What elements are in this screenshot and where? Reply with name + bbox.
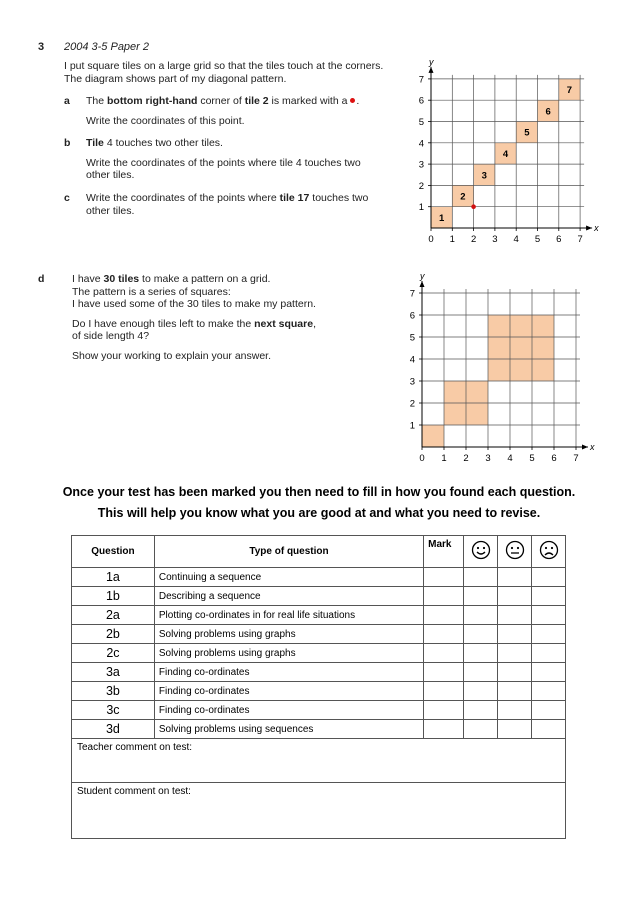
square-tile <box>422 425 444 447</box>
row-question: 2b <box>72 625 155 644</box>
part-a-line-2: Write the coordinates of this point. <box>86 114 245 127</box>
tile-number: 6 <box>545 106 551 118</box>
row-question: 3c <box>72 701 155 720</box>
table-row <box>72 682 566 701</box>
part-d-text-post-4: , <box>313 317 316 330</box>
x-axis-arrow-icon <box>582 445 588 450</box>
part-d-line-5: of side length 4? <box>72 330 150 342</box>
tile-number: 5 <box>524 127 530 139</box>
tile-number: 4 <box>502 148 509 160</box>
x-tick-label: 7 <box>573 453 579 464</box>
x-tick-label: 2 <box>470 234 477 245</box>
y-tick-label: 1 <box>409 420 415 432</box>
student-comment-row <box>72 783 566 839</box>
row-mark-cell[interactable] <box>424 701 464 720</box>
table-row <box>72 644 566 663</box>
table-row <box>72 701 566 720</box>
part-c-label: c <box>64 192 70 204</box>
y-tick-label: 7 <box>418 74 424 86</box>
y-tick-label: 6 <box>418 95 424 107</box>
part-c-line-1 <box>86 192 406 205</box>
part-d-bold-1: 30 tiles <box>103 273 140 285</box>
red-dot-icon <box>350 98 355 103</box>
y-tick-label: 4 <box>418 138 424 150</box>
tile-number: 2 <box>460 191 466 203</box>
instruction-line-1: Once your test has been marked you then need to fill in how you found each question. <box>62 485 576 499</box>
y-tick-label: 4 <box>409 354 415 366</box>
sad-face-icon <box>532 536 566 568</box>
row-question: 2a <box>72 606 155 625</box>
part-a-text-post: is marked with a <box>268 95 348 107</box>
row-mark-cell[interactable] <box>424 587 464 606</box>
tile-number: 7 <box>566 85 573 97</box>
part-d-text <box>72 273 402 362</box>
intro-line-2: The diagram shows part of my diagonal pattern. <box>64 72 287 85</box>
teacher-comment-row <box>72 739 566 783</box>
row-type: Solving problems using graphs <box>154 644 423 663</box>
part-a-label: a <box>64 95 70 107</box>
part-c-bold: tile 17 <box>279 192 310 204</box>
question-intro <box>64 60 404 85</box>
y-tick-label: 6 <box>409 310 415 322</box>
row-mark-cell[interactable] <box>424 568 464 587</box>
row-type: Finding co-ordinates <box>154 682 423 701</box>
part-a-text <box>86 95 406 127</box>
row-sad-cell[interactable] <box>532 625 566 644</box>
row-happy-cell[interactable] <box>464 587 498 606</box>
table-row <box>72 663 566 682</box>
table-row <box>72 606 566 625</box>
square-tile <box>488 315 554 381</box>
tile-number: 3 <box>481 170 487 182</box>
row-question: 1a <box>72 568 155 587</box>
x-tick-label: 7 <box>577 234 583 245</box>
row-mark-cell[interactable] <box>424 720 464 739</box>
x-tick-label: 3 <box>485 453 491 464</box>
y-tick-label: 3 <box>418 159 424 171</box>
part-c-line-2: other tiles. <box>86 204 135 217</box>
row-sad-cell[interactable] <box>532 682 566 701</box>
instruction-line-2: This will help you know what you are good at and what you need to revise. <box>97 506 541 520</box>
row-type: Continuing a sequence <box>154 568 423 587</box>
row-happy-cell[interactable] <box>464 682 498 701</box>
x-tick-label: 4 <box>513 234 519 245</box>
row-neutral-cell[interactable] <box>498 701 532 720</box>
row-sad-cell[interactable] <box>532 606 566 625</box>
y-axis-label: y <box>429 60 434 67</box>
row-neutral-cell[interactable] <box>498 606 532 625</box>
revision-table <box>71 535 566 839</box>
x-tick-label: 6 <box>551 453 557 464</box>
y-tick-label: 7 <box>409 288 415 300</box>
y-tick-label: 3 <box>409 376 415 388</box>
table-body <box>72 568 566 739</box>
y-tick-label: 5 <box>409 332 415 344</box>
row-sad-cell[interactable] <box>532 701 566 720</box>
marked-point <box>471 204 476 209</box>
row-happy-cell[interactable] <box>464 644 498 663</box>
row-neutral-cell[interactable] <box>498 720 532 739</box>
x-tick-label: 3 <box>492 234 498 245</box>
part-d-text-pre-4: Do I have enough tiles left to make the <box>72 317 255 330</box>
table-header-row <box>72 536 566 568</box>
diagonal-tile-graph <box>405 60 605 255</box>
row-question: 1b <box>72 587 155 606</box>
row-happy-cell[interactable] <box>464 606 498 625</box>
row-happy-cell[interactable] <box>464 625 498 644</box>
table-row <box>72 568 566 587</box>
question-title: 2004 3-5 Paper 2 <box>64 41 150 53</box>
part-a-text-pre: The <box>86 95 108 107</box>
row-mark-cell[interactable] <box>424 606 464 625</box>
row-mark-cell[interactable] <box>424 663 464 682</box>
part-d-line-3: I have used some of the 30 tiles to make my pattern. <box>72 298 316 310</box>
row-neutral-cell[interactable] <box>498 568 532 587</box>
row-type: Solving problems using graphs <box>154 625 423 644</box>
row-happy-cell[interactable] <box>464 701 498 720</box>
part-d-line-2: The pattern is a series of squares: <box>72 285 231 298</box>
part-b-line-3: other tiles. <box>86 169 135 181</box>
part-a-bold-1: bottom right-hand <box>107 95 198 107</box>
x-tick-label: 0 <box>419 453 425 464</box>
y-tick-label: 5 <box>418 117 424 128</box>
row-sad-cell[interactable] <box>532 644 566 663</box>
row-neutral-cell[interactable] <box>498 587 532 606</box>
neutral-face-icon <box>498 536 532 568</box>
square-series-graph <box>395 272 605 472</box>
x-axis-label: x <box>590 442 595 452</box>
row-sad-cell[interactable] <box>532 568 566 587</box>
part-a-text-end: . <box>356 95 360 107</box>
row-mark-cell[interactable] <box>424 625 464 644</box>
part-d-line-6: Show your working to explain your answer. <box>72 349 272 362</box>
part-a-line-1 <box>86 95 406 108</box>
row-question: 3d <box>72 720 155 739</box>
x-tick-label: 0 <box>428 234 434 245</box>
part-a-bold-2: tile 2 <box>244 95 269 107</box>
part-b-line-1 <box>86 137 406 150</box>
part-b-text <box>86 137 406 182</box>
part-b-label: b <box>64 137 71 149</box>
header-question: Question <box>72 536 155 568</box>
graph1-content <box>419 60 599 245</box>
part-b-line-2: Write the coordinates of the points where tile 4 touches two <box>86 156 361 169</box>
y-tick-label: 2 <box>418 180 424 192</box>
x-tick-label: 5 <box>534 234 541 245</box>
row-type: Finding co-ordinates <box>154 701 423 720</box>
header-mark: Mark <box>424 536 464 568</box>
row-mark-cell[interactable] <box>424 644 464 663</box>
x-tick-label: 1 <box>441 453 447 464</box>
part-d-line-1 <box>72 273 402 286</box>
y-axis-label: y <box>420 272 425 281</box>
tile-number: 1 <box>439 212 445 224</box>
part-d-text-pre: I have <box>72 273 104 285</box>
row-mark-cell[interactable] <box>424 682 464 701</box>
part-a-text-mid: corner of <box>197 95 245 107</box>
part-c-text-post: touches two <box>309 192 369 204</box>
row-happy-cell[interactable] <box>464 568 498 587</box>
question-number: 3 <box>38 41 45 53</box>
header-type: Type of question <box>154 536 423 568</box>
part-d-line-4 <box>72 318 402 331</box>
part-d-bold-2: next square <box>254 317 314 330</box>
row-neutral-cell[interactable] <box>498 663 532 682</box>
table-row <box>72 587 566 606</box>
y-tick-label: 2 <box>409 398 415 410</box>
x-tick-label: 6 <box>556 234 562 245</box>
part-b-bold: Tile <box>86 137 104 149</box>
row-type: Solving problems using sequences <box>154 720 423 739</box>
x-tick-label: 1 <box>449 234 455 245</box>
x-axis-label: x <box>594 223 599 233</box>
row-happy-cell[interactable] <box>464 663 498 682</box>
y-axis-arrow-icon <box>429 67 434 73</box>
row-neutral-cell[interactable] <box>498 644 532 663</box>
part-d-text-post: to make a pattern on a grid. <box>139 273 271 285</box>
row-question: 2c <box>72 644 155 663</box>
row-type: Describing a sequence <box>154 587 423 606</box>
row-happy-cell[interactable] <box>464 720 498 739</box>
part-c-text-pre: Write the coordinates of the points where <box>86 192 280 204</box>
y-axis-arrow-icon <box>420 281 425 287</box>
teacher-comment[interactable]: Teacher comment on test: <box>72 739 566 783</box>
graph2-content <box>410 272 595 464</box>
x-tick-label: 5 <box>529 453 535 464</box>
part-d-label: d <box>38 273 45 285</box>
intro-line-1: I put square tiles on a large grid so that the tiles touch at the corners. <box>64 60 384 72</box>
student-comment[interactable]: Student comment on test: <box>72 783 566 839</box>
part-b-text-post: 4 touches two other tiles. <box>103 137 223 149</box>
table-row <box>72 720 566 739</box>
x-tick-label: 2 <box>463 453 469 464</box>
happy-face-icon <box>464 536 498 568</box>
y-tick-label: 1 <box>418 202 424 214</box>
x-axis-arrow-icon <box>586 226 592 231</box>
row-neutral-cell[interactable] <box>498 625 532 644</box>
row-neutral-cell[interactable] <box>498 682 532 701</box>
row-type: Plotting co-ordinates in for real life situations <box>154 606 423 625</box>
row-sad-cell[interactable] <box>532 663 566 682</box>
row-question: 3b <box>72 682 155 701</box>
row-question: 3a <box>72 663 155 682</box>
row-sad-cell[interactable] <box>532 720 566 739</box>
table-row <box>72 625 566 644</box>
row-type: Finding co-ordinates <box>154 663 423 682</box>
x-tick-label: 4 <box>507 453 513 464</box>
part-c-text <box>86 192 406 217</box>
row-sad-cell[interactable] <box>532 587 566 606</box>
